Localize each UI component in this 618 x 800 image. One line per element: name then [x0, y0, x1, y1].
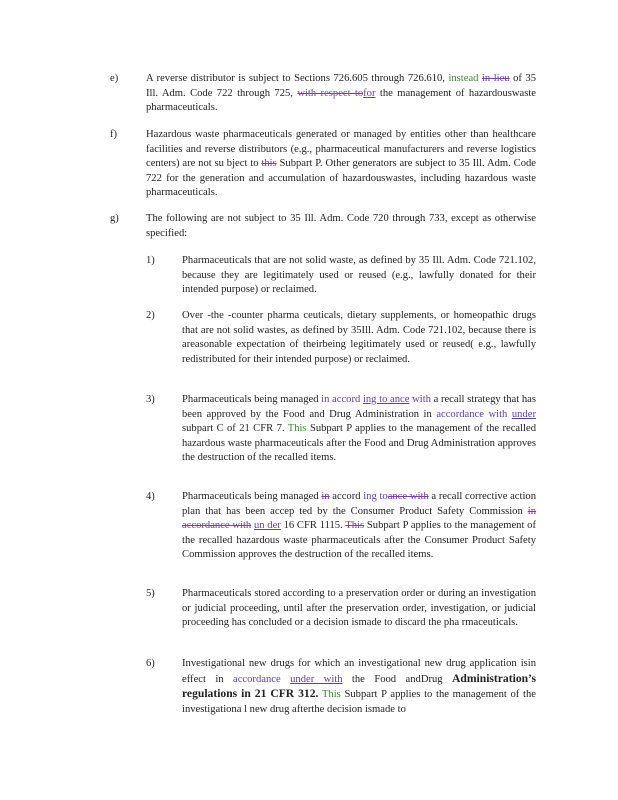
revised-underlined-text: un der: [253, 520, 281, 532]
revised-text: ing to: [363, 491, 388, 502]
item-label: 4): [146, 491, 155, 502]
revised-text: with: [412, 394, 431, 405]
text-segment: Subpart P. Other generators are subject to 35 Ill. Adm. Code 722 for the generation and accumulation of hazardouswastes, including hazardous waste pharmaceuticals.: [146, 158, 537, 199]
text-segment: 16 CFR 1115.: [280, 520, 346, 532]
item-text: [182, 587, 536, 631]
item-text: [146, 128, 536, 201]
inserted-text: This: [321, 689, 341, 701]
revised-underlined-text: ing to ance: [362, 394, 410, 405]
text-segment: the management of hazardouswaste pharmaceuticals.: [146, 87, 536, 114]
text-segment: Subpart P applies to the management of the investigationa l new drug afterthe decision ismade to: [182, 689, 536, 715]
inserted-text: This: [287, 423, 307, 435]
text-segment: accord: [329, 491, 364, 502]
text-segment: a recall strategy that has been approved by the Food and Drug Administration in: [182, 394, 536, 420]
text-segment: A reverse distributor is subject to Sections 726.605 through 726.610,: [146, 73, 449, 84]
item-label: 6): [146, 658, 155, 669]
text-segment: subpart C of 21 CFR 7.: [182, 423, 288, 435]
revised-text: accordance: [233, 673, 281, 685]
bold-text: Administration’s regulations in 21 CFR 312.: [182, 671, 536, 701]
text-segment: Investigational new drugs for which an investigational new drug application isin effect in: [182, 658, 536, 685]
item-label: g): [110, 213, 119, 224]
revised-text: in accord: [321, 394, 361, 405]
item-label: 5): [146, 588, 155, 599]
text-segment: a recall corrective action plan that has been accep ted by the Consumer Product Safety Commission: [182, 491, 536, 517]
text-segment: Subpart P applies to the management of the recalled hazardous waste pharmaceuticals after the Consumer Product Safety Commission approves the destruction of the recalled items.: [182, 520, 536, 561]
revised-underlined-text: for: [363, 87, 376, 99]
text-segment: Pharmaceuticals being managed: [182, 491, 322, 502]
deleted-text: in: [321, 491, 330, 502]
deleted-text: in lieu: [481, 73, 510, 84]
text-segment: the Food andDrug: [342, 673, 453, 685]
item-text: [146, 72, 536, 116]
deleted-text: in accordance with: [182, 505, 536, 532]
text-segment: The following are not subject to 35 Ill. Adm. Code 720 through 733, except as otherwise specified:: [146, 213, 536, 239]
text-segment: Subpart P applies to the management of the recalled hazardous waste pharmaceuticals after the Food and Drug Administration approves the destruction of the recalled items.: [182, 423, 537, 464]
revised-text: accordance with: [436, 408, 508, 420]
item-label: 2): [146, 310, 155, 321]
text-segment: Over -the -counter pharma ceuticals, dietary supplements, or homeopathic drugs that are not solid wastes, as defined by 35Ill. Adm. Code 721.102, because there is areasonable expectation of theirbeing legitimately used or reused( e.g., lawfully redistributed for their intended purpose) or reclaimed.: [182, 310, 536, 365]
deleted-text: This: [345, 520, 365, 532]
text-segment: Pharmaceuticals being managed: [182, 394, 322, 405]
text-segment: of 35 Ill. Adm. Code 722 through 725,: [146, 73, 536, 99]
deleted-text: ance with: [387, 491, 429, 502]
item-text: [182, 393, 536, 466]
text-segment: Hazardous waste pharmaceuticals generated or managed by entities other than healthcare facilities and reverse distributors (e.g., pharmaceutical manufacturers and reverse logistics centers) are not su bject to: [146, 129, 536, 170]
item-label: 3): [146, 394, 155, 405]
inserted-text: instead: [448, 73, 479, 84]
revised-underlined-text: under with: [290, 673, 343, 685]
item-text: [182, 657, 536, 717]
revised-underlined-text: under: [511, 408, 536, 420]
item-text: [182, 254, 536, 298]
item-text: [182, 490, 536, 563]
text-segment: Pharmaceuticals that are not solid waste, as defined by 35 Ill. Adm. Code 721.102, because they are legitimately used or reused (e.g., lawfully donated for their intended purpose) or reclaimed.: [182, 255, 536, 296]
item-label: e): [110, 73, 119, 84]
text-segment: Pharmaceuticals stored according to a preservation order or during an investigation or judicial proceeding, until after the preservation order, investigation, or judicial proceeding has concluded or a decision ismade to discard the pha rmaceuticals.: [182, 588, 536, 629]
item-label: f): [110, 129, 118, 140]
deleted-text: this: [261, 158, 277, 170]
deleted-text: with respect to: [297, 87, 364, 99]
item-text: [182, 309, 536, 367]
item-text: [146, 212, 536, 241]
text-segment: [281, 674, 290, 685]
item-label: 1): [146, 255, 155, 266]
